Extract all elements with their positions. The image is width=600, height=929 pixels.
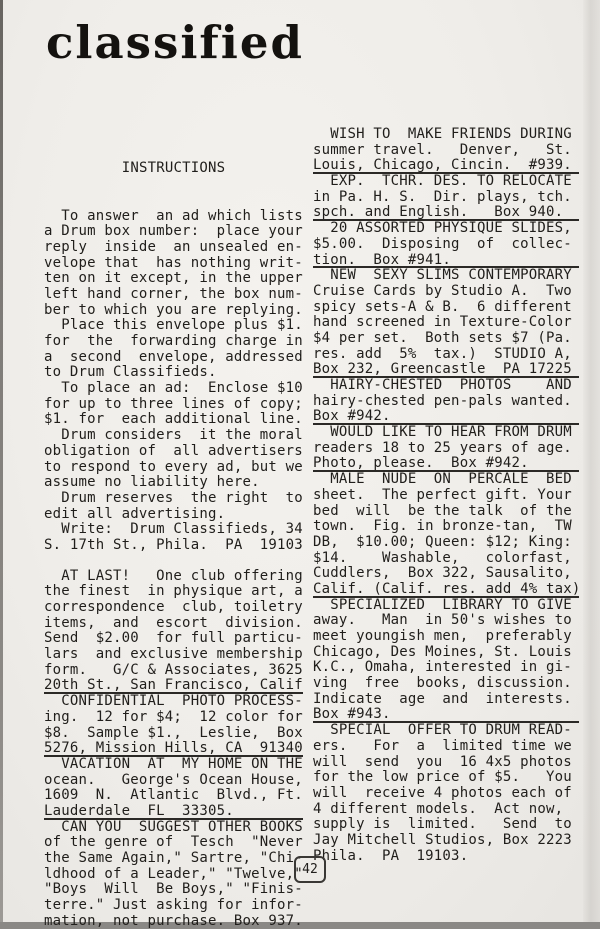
ad-line: Write: Drum Classifieds, 34 (44, 521, 303, 538)
ad-line: the finest in physique art, a (44, 583, 303, 600)
ad-line: 20th St., San Francisco, Calif (44, 677, 303, 694)
ad-line: $1. for each additional line. (44, 411, 303, 428)
ad-line: $4 per set. Both sets $7 (Pa. (313, 329, 572, 346)
ad-line: readers 18 to 25 years of age. (313, 439, 572, 456)
ad-line: tion. Box #941. (313, 253, 579, 269)
ad-line: EXP. TCHR. DES. TO RELOCATE (313, 173, 572, 190)
ad-line: correspondence club, toiletry (44, 599, 303, 615)
ad-line: ers. For a limited time we (313, 737, 572, 754)
ad-line: will receive 4 photos each of (313, 784, 572, 801)
instructions-heading: INSTRUCTIONS (121, 160, 226, 177)
ad-line: 20 ASSORTED PHYSIQUE SLIDES, (313, 220, 572, 237)
ad-line: summer travel. Denver, St. (313, 141, 572, 158)
page-number-badge (294, 856, 326, 883)
ad-line: SPECIAL OFFER TO DRUM READ- (313, 722, 572, 739)
ad-line: ten on it except, in the upper (44, 270, 303, 287)
left-column (44, 130, 303, 929)
ad-line: "Boys Will Be Boys," "Finis- (44, 881, 303, 898)
ad-line: 5276, Mission Hills, CA 91340 (44, 740, 303, 757)
ad-line: a second envelope, addressed (44, 348, 303, 365)
ad-line: res. add 5% tax.) STUDIO A, (313, 345, 572, 362)
scan-right-edge (583, 0, 600, 922)
ad-line: bed will be the talk of the (313, 502, 572, 519)
ad-line: obligation of all advertisers (44, 442, 303, 459)
ad-line: Phila. PA 19103. (313, 847, 469, 864)
ad-line: Cuddlers, Box 322, Sausalito, (313, 565, 572, 582)
ad-line: in Pa. H. S. Dir. plays, tch. (313, 188, 572, 205)
ad-line: 1609 N. Atlantic Blvd., Ft. (44, 787, 303, 804)
ad-line: to respond to every ad, but we (44, 458, 303, 475)
ad-line: $5.00. Disposing of collec- (313, 235, 572, 252)
ad-line: Indicate age and interests. (313, 690, 572, 707)
ad-line: spch. and English. Box 940. (313, 205, 579, 221)
ad-line: CAN YOU SUGGEST OTHER BOOKS (44, 818, 303, 835)
ad-line: sheet. The perfect gift. Your (313, 486, 572, 503)
ad-line: WISH TO MAKE FRIENDS DURING (313, 126, 572, 142)
right-column (313, 127, 579, 864)
ad-line: form. G/C & Associates, 3625 (44, 661, 303, 678)
ad-line: will send you 16 4x5 photos (313, 753, 572, 770)
ad-line: VACATION AT MY HOME ON THE (44, 755, 303, 772)
ad-line: of the genre of Tesch "Never (44, 834, 303, 851)
ad-line: reply inside an unsealed en- (44, 238, 303, 255)
ad-line: the Same Again," Sartre, "Chi- (44, 850, 303, 866)
ad-line: mation, not purchase. Box 937. (44, 912, 303, 929)
ad-line: K.C., Omaha, interested in gi- (313, 659, 572, 676)
ad-line: for the low price of $5. You (313, 769, 572, 786)
ad-line: Box #943. (313, 707, 579, 723)
ad-line: NEW SEXY SLIMS CONTEMPORARY (313, 267, 572, 284)
ad-line: away. Man in 50's wishes to (313, 612, 572, 629)
ad-line: To answer an ad which lists (44, 207, 303, 224)
ad-line: velope that has nothing writ- (44, 254, 303, 271)
page-number: 42 (302, 862, 318, 877)
ad-line: MALE NUDE ON PERCALE BED (313, 471, 572, 488)
ad-line: DB, $10.00; Queen: $12; King: (313, 533, 572, 550)
ad-line: supply is limited. Send to (313, 816, 572, 833)
ad-line: assume no liability here. (44, 474, 260, 491)
ad-line: ldhood of a Leader," "Twelve," (44, 865, 303, 882)
ad-line: Lauderdale FL 33305. (44, 804, 303, 820)
ad-line: ing. 12 for $4; 12 color for (44, 708, 303, 725)
ad-line: Louis, Chicago, Cincin. #939. (313, 158, 579, 174)
ad-line: ber to which you are replying. (44, 301, 303, 318)
ad-line: items, and escort division. (44, 614, 303, 631)
ad-line: Photo, please. Box #942. (313, 456, 579, 472)
ad-line: lars and exclusive membership (44, 646, 303, 663)
ad-line: terre." Just asking for infor- (44, 897, 303, 914)
ad-line: town. Fig. in bronze-tan, TW (313, 518, 572, 535)
ad-line: Drum considers it the moral (44, 427, 303, 444)
ad-line: hand screened in Texture-Color (313, 314, 572, 331)
ad-line: HAIRY-CHESTED PHOTOS AND (313, 377, 572, 393)
ad-line: for the forwarding charge in (44, 333, 303, 349)
ad-line: ocean. George's Ocean House, (44, 771, 303, 788)
ad-line: $8. Sample $1., Leslie, Box (44, 724, 303, 741)
ad-line: Drum reserves the right to (44, 489, 303, 506)
ad-line: edit all advertising. (44, 505, 226, 522)
ad-line: Calif. (Calif. res. add 4% tax) (313, 580, 581, 597)
ad-line: To place an ad: Enclose $10 (44, 380, 303, 397)
ad-line: Send $2.00 for full particu- (44, 630, 303, 647)
ad-line: for up to three lines of copy; (44, 395, 303, 412)
ad-line: spicy sets-A & B. 6 different (313, 298, 572, 315)
ad-line: WOULD LIKE TO HEAR FROM DRUM (313, 424, 572, 441)
ad-line: left hand corner, the box num- (44, 285, 303, 302)
ad-line: CONFIDENTIAL PHOTO PROCESS- (44, 693, 303, 710)
ad-line: Box #942. (313, 409, 579, 425)
ad-line: AT LAST! One club offering (44, 567, 303, 584)
ad-line: ving free books, discussion. (313, 675, 572, 692)
ad-line: Place this envelope plus $1. (44, 317, 303, 334)
section-gap (44, 554, 303, 569)
ad-line: SPECIALIZED LIBRARY TO GIVE (313, 596, 572, 613)
ad-line: $14. Washable, colorfast, (313, 549, 572, 566)
ad-line: 4 different models. Act now, (313, 800, 564, 817)
ad-line: hairy-chested pen-pals wanted. (313, 392, 572, 409)
ad-line: meet youngish men, preferably (313, 628, 572, 644)
ad-line: Jay Mitchell Studios, Box 2223 (313, 831, 572, 848)
scan-left-edge (0, 0, 3, 922)
ad-line: a Drum box number: place your (44, 223, 303, 240)
ad-line: Cruise Cards by Studio A. Two (313, 282, 572, 299)
page-title: classified (46, 16, 304, 69)
ad-line: S. 17th St., Phila. PA 19103 (44, 536, 303, 553)
ad-line: Box 232, Greencastle PA 17225 (313, 362, 579, 378)
ad-line: to Drum Classifieds. (44, 364, 217, 381)
ad-line: Chicago, Des Moines, St. Louis (313, 643, 572, 660)
